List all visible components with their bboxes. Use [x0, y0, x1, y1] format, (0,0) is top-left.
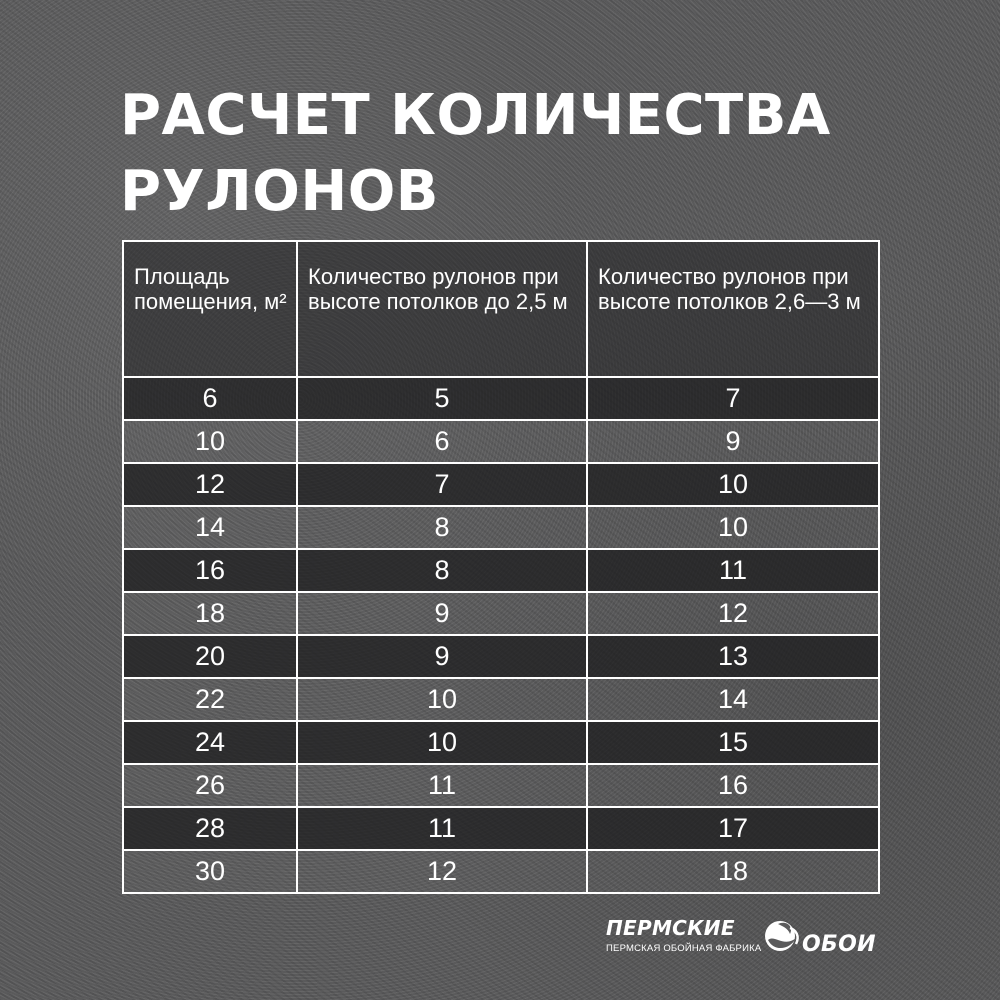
logo-subtitle: ПЕРМСКАЯ ОБОЙНАЯ ФАБРИКА [606, 943, 762, 954]
cell-rolls-low-ceiling: 9 [297, 592, 587, 635]
page-title: РАСЧЕТ КОЛИЧЕСТВА РУЛОНОВ [120, 83, 831, 224]
cell-rolls-high-ceiling: 14 [587, 678, 879, 721]
table-row [123, 506, 879, 549]
cell-rolls-high-ceiling: 16 [587, 764, 879, 807]
cell-rolls-low-ceiling: 8 [297, 506, 587, 549]
cell-rolls-low-ceiling: 10 [297, 678, 587, 721]
cell-area: 16 [123, 549, 297, 592]
cell-rolls-high-ceiling: 9 [587, 420, 879, 463]
cell-area: 24 [123, 721, 297, 764]
table-header-row [123, 241, 879, 377]
cell-rolls-low-ceiling: 9 [297, 635, 587, 678]
swan-emblem-icon [760, 914, 804, 958]
cell-rolls-high-ceiling: 11 [587, 549, 879, 592]
cell-area: 14 [123, 506, 297, 549]
cell-area: 28 [123, 807, 297, 850]
cell-area: 20 [123, 635, 297, 678]
cell-rolls-low-ceiling: 10 [297, 721, 587, 764]
logo-name-top: ПЕРМСКИЕ [606, 916, 735, 940]
cell-rolls-high-ceiling: 17 [587, 807, 879, 850]
cell-rolls-low-ceiling: 11 [297, 807, 587, 850]
cell-area: 12 [123, 463, 297, 506]
logo-name-bottom: ОБОИ [802, 932, 876, 957]
table-row [123, 850, 879, 893]
cell-rolls-high-ceiling: 18 [587, 850, 879, 893]
cell-area: 30 [123, 850, 297, 893]
cell-area: 18 [123, 592, 297, 635]
table-row [123, 678, 879, 721]
rolls-table [122, 240, 880, 894]
table-row [123, 549, 879, 592]
cell-rolls-high-ceiling: 13 [587, 635, 879, 678]
cell-area: 6 [123, 377, 297, 420]
table-row [123, 420, 879, 463]
cell-area: 26 [123, 764, 297, 807]
table-row [123, 592, 879, 635]
cell-area: 10 [123, 420, 297, 463]
cell-rolls-low-ceiling: 12 [297, 850, 587, 893]
cell-rolls-low-ceiling: 11 [297, 764, 587, 807]
rolls-table-container [122, 240, 878, 894]
table-row [123, 721, 879, 764]
cell-rolls-high-ceiling: 7 [587, 377, 879, 420]
cell-rolls-low-ceiling: 8 [297, 549, 587, 592]
cell-rolls-high-ceiling: 10 [587, 506, 879, 549]
cell-rolls-high-ceiling: 15 [587, 721, 879, 764]
cell-area: 22 [123, 678, 297, 721]
table-row [123, 463, 879, 506]
table-row [123, 377, 879, 420]
header-rolls-high-ceiling: Количество рулонов при высоте потолков 2,6—3 м [587, 241, 879, 377]
table-row [123, 635, 879, 678]
brand-logo [600, 912, 900, 972]
header-area: Площадь помещения, м² [123, 241, 297, 377]
cell-rolls-high-ceiling: 12 [587, 592, 879, 635]
cell-rolls-low-ceiling: 7 [297, 463, 587, 506]
cell-rolls-high-ceiling: 10 [587, 463, 879, 506]
header-rolls-low-ceiling: Количество рулонов при высоте потолков до 2,5 м [297, 241, 587, 377]
cell-rolls-low-ceiling: 6 [297, 420, 587, 463]
table-row [123, 764, 879, 807]
table-body [123, 377, 879, 893]
table-row [123, 807, 879, 850]
cell-rolls-low-ceiling: 5 [297, 377, 587, 420]
